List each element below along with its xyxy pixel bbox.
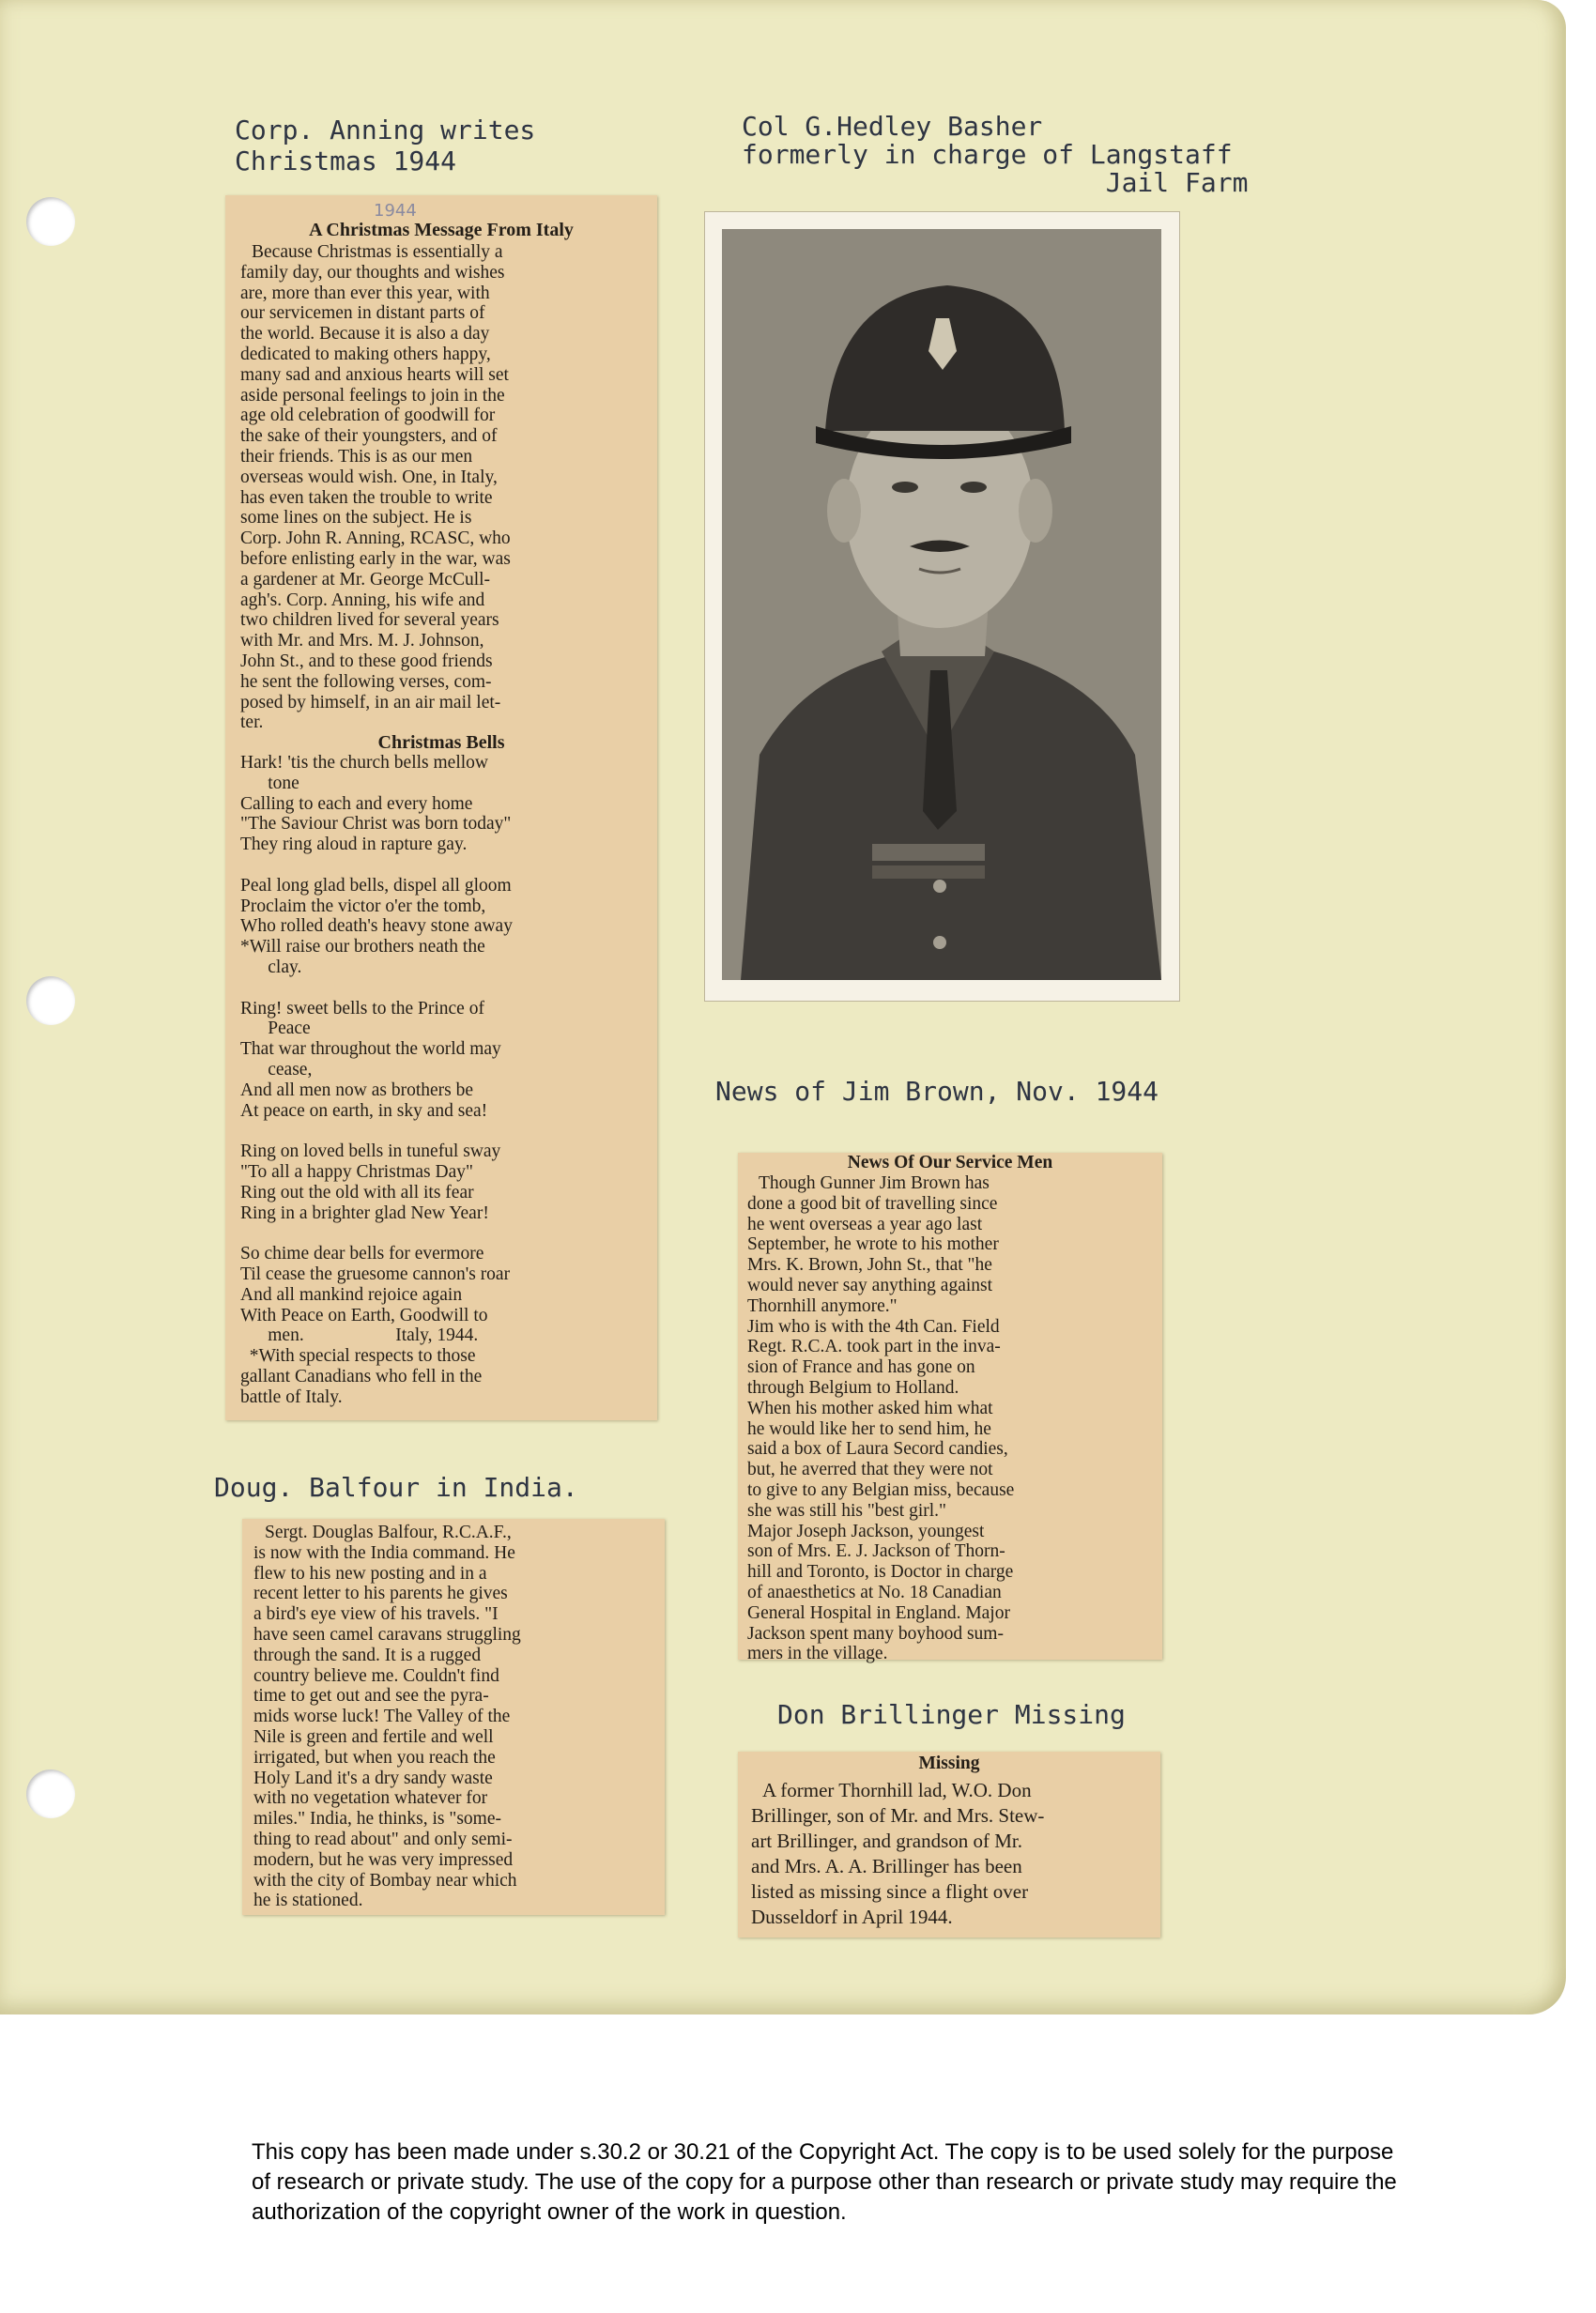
text-line: is now with the India command. He — [253, 1542, 515, 1563]
handwritten-year: 1944 — [374, 201, 417, 221]
text-line: tone — [240, 773, 299, 793]
text-line: family day, our thoughts and wishes — [240, 262, 505, 283]
text-line: Sergt. Douglas Balfour, R.C.A.F., — [265, 1523, 512, 1542]
text-line: but, he averred that they were not — [747, 1460, 993, 1480]
text-line: country believe me. Couldn't find — [253, 1665, 499, 1686]
text-line: mers in the village. — [747, 1644, 888, 1664]
punch-hole — [26, 1769, 75, 1818]
text-line: with no vegetation whatever for — [253, 1788, 488, 1809]
text-line: mids worse luck! The Valley of the — [253, 1707, 511, 1727]
text-line: aside personal feelings to join in the — [240, 385, 505, 406]
text-line: General Hospital in England. Major — [747, 1602, 1010, 1623]
text-line: sion of France and has gone on — [747, 1357, 975, 1378]
text-line: he went overseas a year ago last — [747, 1214, 983, 1234]
text-line: Mrs. K. Brown, John St., that "he — [747, 1255, 992, 1276]
text-line: ter. — [240, 712, 264, 733]
text-line: agh's. Corp. Anning, his wife and — [240, 590, 485, 610]
text-line — [240, 1223, 646, 1244]
text-line: he would like her to send him, he — [747, 1418, 991, 1439]
poem-body — [240, 753, 646, 1408]
text-line — [240, 855, 646, 876]
text-line: through Belgium to Holland. — [747, 1377, 959, 1398]
text-line: have seen camel caravans struggling — [253, 1624, 521, 1645]
text-line: Hark! 'tis the church bells mellow — [240, 753, 488, 773]
text-line: "To all a happy Christmas Day" — [240, 1161, 473, 1182]
text-line: time to get out and see the pyra- — [253, 1686, 489, 1707]
text-line: hill and Toronto, is Doctor in charge — [747, 1562, 1014, 1583]
text-line — [240, 978, 646, 999]
text-line: son of Mrs. E. J. Jackson of Thorn- — [747, 1541, 1005, 1562]
text-line: dedicated to making others happy, — [240, 344, 491, 364]
text-line: John St., and to these good friends — [240, 651, 493, 671]
text-line: At peace on earth, in sky and sea! — [240, 1100, 488, 1121]
text-line: through the sand. It is a rugged — [253, 1645, 482, 1665]
text-line: are, more than ever this year, with — [240, 283, 490, 303]
text-line: modern, but he was very impressed — [253, 1849, 514, 1870]
text-line: Proclaim the victor o'er the tomb, — [240, 896, 486, 916]
text-line: overseas would wish. One, in Italy, — [240, 467, 498, 487]
heading-brillinger: Don Brillinger Missing — [777, 1699, 1126, 1730]
clipping-title: Missing — [918, 1754, 980, 1773]
text-line: Ring! sweet bells to the Prince of — [240, 998, 484, 1019]
punch-hole — [26, 976, 75, 1025]
text-line: Calling to each and every home — [240, 793, 473, 814]
text-line: Dusseldorf in April 1944. — [751, 1906, 953, 1928]
text-line: a bird's eye view of his travels. "I — [253, 1604, 499, 1625]
text-line: and Mrs. A. A. Brillinger has been — [751, 1855, 1022, 1877]
heading-jim-brown: News of Jim Brown, Nov. 1944 — [715, 1076, 1159, 1107]
text-line: art Brillinger, and grandson of Mr. — [751, 1830, 1023, 1852]
text-line: the sake of their youngsters, and of — [240, 426, 498, 447]
text-line: said a box of Laura Secord candies, — [747, 1439, 1008, 1460]
heading-anning: Corp. Anning writes Christmas 1944 — [235, 115, 536, 176]
clipping-balfour — [242, 1519, 665, 1915]
text-line: he sent the following verses, com- — [240, 671, 492, 692]
text-line: their friends. This is as our men — [240, 446, 473, 467]
text-line: of anaesthetics at No. 18 Canadian — [747, 1582, 1002, 1602]
text-line: *With special respects to those — [240, 1346, 476, 1367]
text-line: Ring out the old with all its fear — [240, 1182, 474, 1202]
text-line: some lines on the subject. He is — [240, 508, 472, 528]
text-line: And all mankind rejoice again — [240, 1284, 463, 1305]
text-line: And all men now as brothers be — [240, 1080, 474, 1100]
text-line: cease, — [240, 1059, 313, 1080]
text-line: miles." India, he thinks, is "some- — [253, 1809, 501, 1830]
text-line: Ring in a brighter glad New Year! — [240, 1202, 489, 1223]
text-line: Til cease the gruesome cannon's roar — [240, 1264, 511, 1284]
text-line: flew to his new posting and in a — [253, 1563, 487, 1584]
text-line: battle of Italy. — [240, 1386, 343, 1407]
text-line: Brillinger, son of Mr. and Mrs. Stew- — [751, 1804, 1045, 1827]
text-line: recent letter to his parents he gives — [253, 1584, 508, 1604]
text-line: men. Italy, 1944. — [240, 1325, 479, 1346]
text-line: thing to read about" and only semi- — [253, 1829, 513, 1849]
text-line: before enlisting early in the war, was — [240, 548, 511, 569]
text-line: Holy Land it's a dry sandy waste — [253, 1768, 493, 1788]
text-line: would never say anything against — [747, 1275, 993, 1295]
text-line: Corp. John R. Anning, RCASC, who — [240, 528, 511, 549]
text-line: A former Thornhill lad, W.O. Don — [762, 1779, 1032, 1801]
text-line: a gardener at Mr. George McCull- — [240, 569, 491, 590]
text-line: Nile is green and fertile and well — [253, 1726, 494, 1747]
heading-balfour: Doug. Balfour in India. — [214, 1472, 578, 1503]
text-line: Peal long glad bells, dispel all gloom — [240, 875, 512, 896]
text-line: *Will raise our brothers neath the — [240, 937, 485, 957]
text-line: he is stationed. — [253, 1891, 363, 1911]
text-line: Peace — [240, 1019, 311, 1039]
text-line: to give to any Belgian miss, because — [747, 1479, 1015, 1500]
text-line: Who rolled death's heavy stone away — [240, 916, 513, 937]
text-line: she was still his "best girl." — [747, 1500, 946, 1521]
text-line: With Peace on Earth, Goodwill to — [240, 1305, 488, 1325]
clipping-christmas-message — [225, 195, 657, 1420]
text-line: with the city of Bombay near which — [253, 1870, 517, 1891]
text-line: Jackson spent many boyhood sum- — [747, 1623, 1004, 1644]
text-line: Though Gunner Jim Brown has — [759, 1173, 990, 1193]
text-line: age old celebration of goodwill for — [240, 406, 496, 426]
text-line: many sad and anxious hearts will set — [240, 364, 509, 385]
text-line: Because Christmas is essentially a — [252, 242, 503, 262]
portrait-illustration — [722, 229, 1161, 980]
text-line: done a good bit of travelling since — [747, 1193, 998, 1214]
text-line: gallant Canadians who fell in the — [240, 1366, 483, 1386]
heading-basher: Col G.Hedley Basher formerly in charge of Langstaff Jail Farm — [742, 111, 1249, 198]
text-line: with Mr. and Mrs. M. J. Johnson, — [240, 631, 484, 651]
clipping-service-men — [738, 1153, 1162, 1664]
clipping-title: A Christmas Message From Italy — [309, 220, 574, 240]
text-line: Major Joseph Jackson, youngest — [747, 1521, 985, 1541]
photo-frame — [704, 211, 1180, 1002]
text-line: has even taken the trouble to write — [240, 487, 493, 508]
text-line: two children lived for several years — [240, 610, 499, 631]
text-line: clay. — [240, 957, 302, 977]
text-line: Thornhill anymore." — [747, 1295, 898, 1316]
text-line: listed as missing since a flight over — [751, 1880, 1029, 1903]
text-line: So chime dear bells for evermore — [240, 1244, 484, 1264]
text-line: irrigated, but when you reach the — [253, 1747, 496, 1768]
text-line: the world. Because it is also a day — [240, 324, 490, 345]
portrait-photo-col-basher — [722, 229, 1161, 980]
text-line: Jim who is with the 4th Can. Field — [747, 1316, 1000, 1337]
clipping-title: News Of Our Service Men — [847, 1153, 1053, 1172]
text-line: posed by himself, in an air mail let- — [240, 692, 501, 712]
clipping-body — [253, 1523, 655, 1911]
clipping-missing — [738, 1752, 1160, 1938]
clipping-body — [751, 1778, 1151, 1930]
clipping-body — [747, 1173, 1155, 1664]
text-line: They ring aloud in rapture gay. — [240, 835, 468, 855]
text-line — [240, 1121, 646, 1141]
text-line: September, he wrote to his mother — [747, 1234, 999, 1255]
text-line: Ring on loved bells in tuneful sway — [240, 1141, 501, 1162]
text-line: That war throughout the world may — [240, 1039, 501, 1060]
copyright-notice: This copy has been made under s.30.2 or 30.21 of the Copyright Act. The copy is to be used solely for the purpose of research or private study. The use of the copy for a purpose other than research or private study may require the authorization of the copyright owner of the work in question. — [252, 2139, 1397, 2225]
clipping-body — [240, 242, 646, 733]
punch-hole — [26, 197, 75, 246]
text-line: our servicemen in distant parts of — [240, 303, 485, 324]
poem-title: Christmas Bells — [377, 732, 505, 753]
text-line: Regt. R.C.A. took part in the inva- — [747, 1337, 1001, 1357]
text-line: "The Saviour Christ was born today" — [240, 814, 512, 835]
text-line: When his mother asked him what — [747, 1398, 993, 1418]
